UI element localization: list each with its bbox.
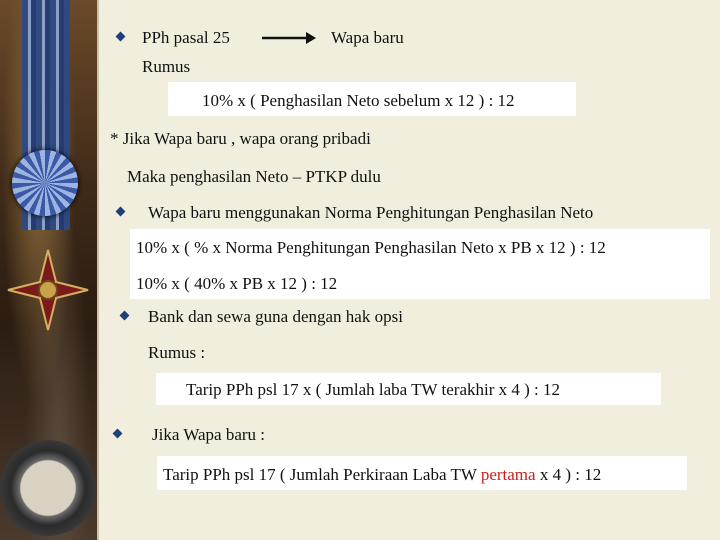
jika-wapa-baru-text: Jika Wapa baru :: [152, 425, 266, 444]
formula-text-5: [163, 466, 601, 483]
formula-box-5: [157, 456, 687, 490]
bullet-icon: [113, 429, 123, 439]
note-penghasilan-neto-ptkp: Maka penghasilan Neto – PTKP dulu: [127, 167, 381, 186]
rumus-label-2: Rumus :: [148, 343, 206, 362]
rosette-decoration: [12, 150, 78, 216]
bank-sewa-guna-text: Bank dan sewa guna dengan hak opsi: [148, 307, 403, 326]
formula-text-3: 10% x ( 40% x PB x 12 ) : 12: [136, 274, 338, 293]
formula-box-4: [156, 373, 661, 405]
pph-pasal-25-label: PPh pasal 25: [142, 28, 230, 47]
formula-box-2: [130, 229, 710, 299]
wapa-baru-norma-text: Wapa baru menggunakan Norma Penghitungan Penghasilan Neto: [148, 203, 594, 222]
compass-decoration: [0, 440, 96, 536]
bullet-icon: [116, 207, 126, 217]
bullet-icon: [116, 32, 126, 42]
formula-text-5-pre: Tarip PPh psl 17 ( Jumlah Perkiraan Laba TW: [163, 465, 481, 484]
medal-cross-icon: [6, 248, 90, 332]
formula-highlight-pertama: pertama: [480, 465, 536, 484]
formula-box-1: [168, 82, 576, 116]
formula-text-2: 10% x ( % x Norma Penghitungan Penghasilan Neto x PB x 12 ) : 12: [136, 238, 606, 257]
arrow-right-icon: [262, 30, 316, 46]
divider: [97, 0, 99, 540]
bullet-icon: [120, 311, 130, 321]
rumus-label: Rumus: [142, 57, 191, 76]
wapa-baru-label: Wapa baru: [331, 28, 404, 47]
formula-text-4: Tarip PPh psl 17 x ( Jumlah laba TW terakhir x 4 ) : 12: [186, 380, 561, 399]
formula-text-5-post: x 4 ) : 12: [535, 465, 602, 484]
note-wapa-orang-pribadi: * Jika Wapa baru , wapa orang pribadi: [110, 129, 371, 148]
formula-text-1: 10% x ( Penghasilan Neto sebelum x 12 ) : 12: [202, 91, 515, 110]
decorative-medal-image: [0, 0, 97, 540]
